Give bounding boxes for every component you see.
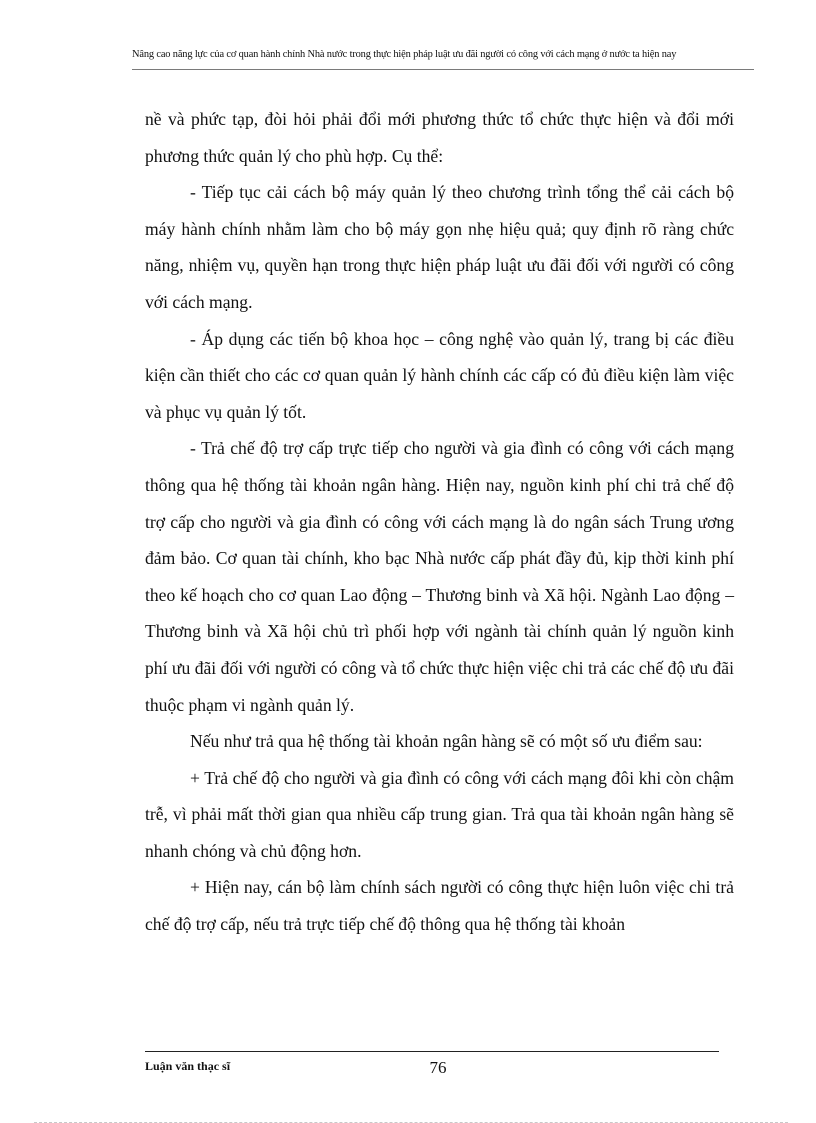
paragraph-apply-technology: - Áp dụng các tiến bộ khoa học – công nghệ vào quản lý, trang bị các điều kiện cần thiết cho các cơ quan quản lý hành chính các cấp có đủ điều kiện làm việc và phục vụ quản lý tốt. (145, 328, 734, 422)
body-text (145, 101, 734, 943)
header-rule (132, 69, 754, 70)
paragraph-reform-apparatus: - Tiếp tục cải cách bộ máy quản lý theo chương trình tổng thể cải cách bộ máy hành chính nhằm làm cho bộ máy gọn nhẹ hiệu quả; quy định rõ ràng chức năng, nhiệm vụ, quyền hạn trong thực hiện pháp luật ưu đãi đối với người có công với cách mạng. (145, 182, 734, 312)
paragraph-advantage-staff: + Hiện nay, cán bộ làm chính sách người có công thực hiện luôn việc chi trả chế độ trợ cấp, nếu trả trực tiếp chế độ thông qua hệ thống tài khoản (145, 877, 734, 935)
footer-thesis-label: Luận văn thạc sĩ (145, 1059, 231, 1073)
footer-rule (145, 1051, 719, 1052)
running-header: Nâng cao năng lực của cơ quan hành chính Nhà nước trong thực hiện pháp luật ưu đãi người có công với cách mạng ở nước ta hiện nay (132, 49, 677, 60)
page-number: 76 (429, 1058, 447, 1077)
paragraph-advantage-speed: + Trả chế độ cho người và gia đình có công với cách mạng đôi khi còn chậm trễ, vì phải mất thời gian qua nhiều cấp trung gian. Trả qua tài khoản ngân hàng sẽ nhanh chóng và chủ động hơn. (145, 767, 734, 861)
paragraph-direct-allowance: - Trả chế độ trợ cấp trực tiếp cho người và gia đình có công với cách mạng thông qua hệ thống tài khoản ngân hàng. Hiện nay, nguồn kinh phí chi trả chế độ trợ cấp cho người và gia đình có công với cách mạng là do ngân sách Trung ương đảm bảo. Cơ quan tài chính, kho bạc Nhà nước cấp phát đầy đủ, kịp thời kinh phí theo kế hoạch cho cơ quan Lao động – Thương binh và Xã hội. Ngành Lao động – Thương binh và Xã hội chủ trì phối hợp với ngành tài chính quản lý nguồn kinh phí ưu đãi đối với người có công và tổ chức thực hiện việc chi trả các chế độ ưu đãi thuộc phạm vi ngành quản lý. (145, 438, 734, 715)
paragraph-continuation: nề và phức tạp, đòi hỏi phải đổi mới phương thức tổ chức thực hiện và đổi mới phương thức quản lý cho phù hợp. Cụ thể: (145, 109, 734, 166)
paragraph-bank-advantages-intro: Nếu như trả qua hệ thống tài khoản ngân hàng sẽ có một số ưu điểm sau: (190, 731, 703, 752)
